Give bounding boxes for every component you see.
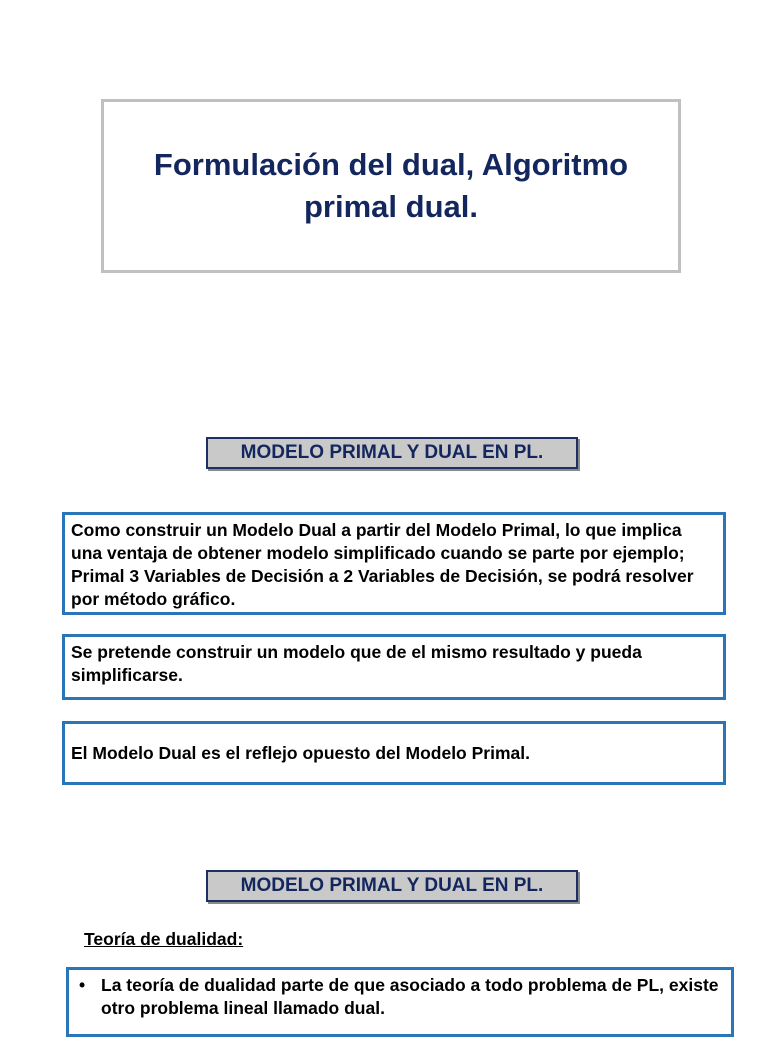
bullet-mark: • bbox=[79, 975, 86, 995]
document-title: Formulación del dual, Algoritmo primal dual. bbox=[153, 147, 629, 224]
bullet-item bbox=[75, 974, 725, 1020]
text-box-dual-reflection: El Modelo Dual es el reflejo opuesto del Modelo Primal. bbox=[62, 721, 726, 785]
bullet-text: La teoría de dualidad parte de que asociado a todo problema de PL, existe otro problema lineal llamado dual. bbox=[101, 975, 719, 1018]
text-box-dual-construction: Como construir un Modelo Dual a partir del Modelo Primal, lo que implica una ventaja de obtener modelo simplificado cuando se parte por ejemplo; Primal 3 Variables de Decisión a 2 Variables de Decisión, se podrá resolver por método gráfico. bbox=[62, 512, 726, 615]
section-heading-primal-dual-2: MODELO PRIMAL Y DUAL EN PL. bbox=[206, 870, 578, 902]
title-box bbox=[101, 99, 681, 273]
section-heading-primal-dual: MODELO PRIMAL Y DUAL EN PL. bbox=[206, 437, 578, 469]
text-box-same-result: Se pretende construir un modelo que de el mismo resultado y pueda simplificarse. bbox=[62, 634, 726, 700]
bullet-box-duality bbox=[66, 967, 734, 1037]
subheading-duality-theory: Teoría de dualidad: bbox=[84, 929, 244, 949]
